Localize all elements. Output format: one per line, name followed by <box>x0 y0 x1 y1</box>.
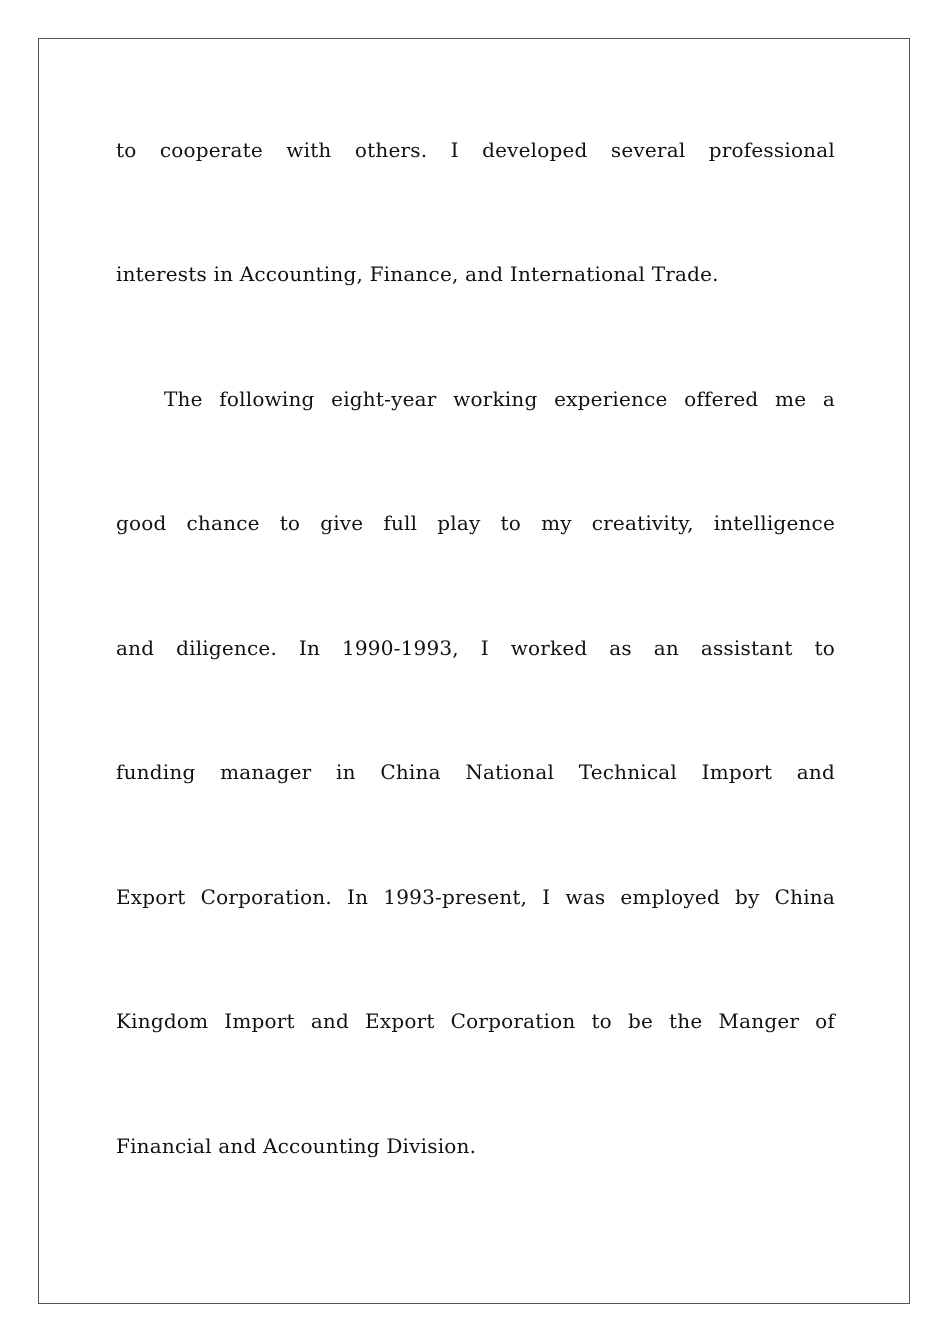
text-line: good chance to give full play to my creativity, intelligence <box>116 511 835 535</box>
text-line: to cooperate with others. I developed several professional <box>116 138 835 162</box>
text-line: and diligence. In 1990-1993, I worked as an assistant to <box>116 636 835 660</box>
text-line: interests in Accounting, Finance, and International Trade. <box>116 262 719 286</box>
paragraph-first-line: The following eight-year working experience offered me a <box>164 387 835 411</box>
text-line: Export Corporation. In 1993-present, I was employed by China <box>116 885 835 909</box>
text-line: Financial and Accounting Division. <box>116 1134 477 1158</box>
text-line: Kingdom Import and Export Corporation to be the Manger of <box>116 1009 835 1033</box>
text-line: funding manager in China National Technical Import and <box>116 760 835 784</box>
page-border <box>38 38 910 1304</box>
